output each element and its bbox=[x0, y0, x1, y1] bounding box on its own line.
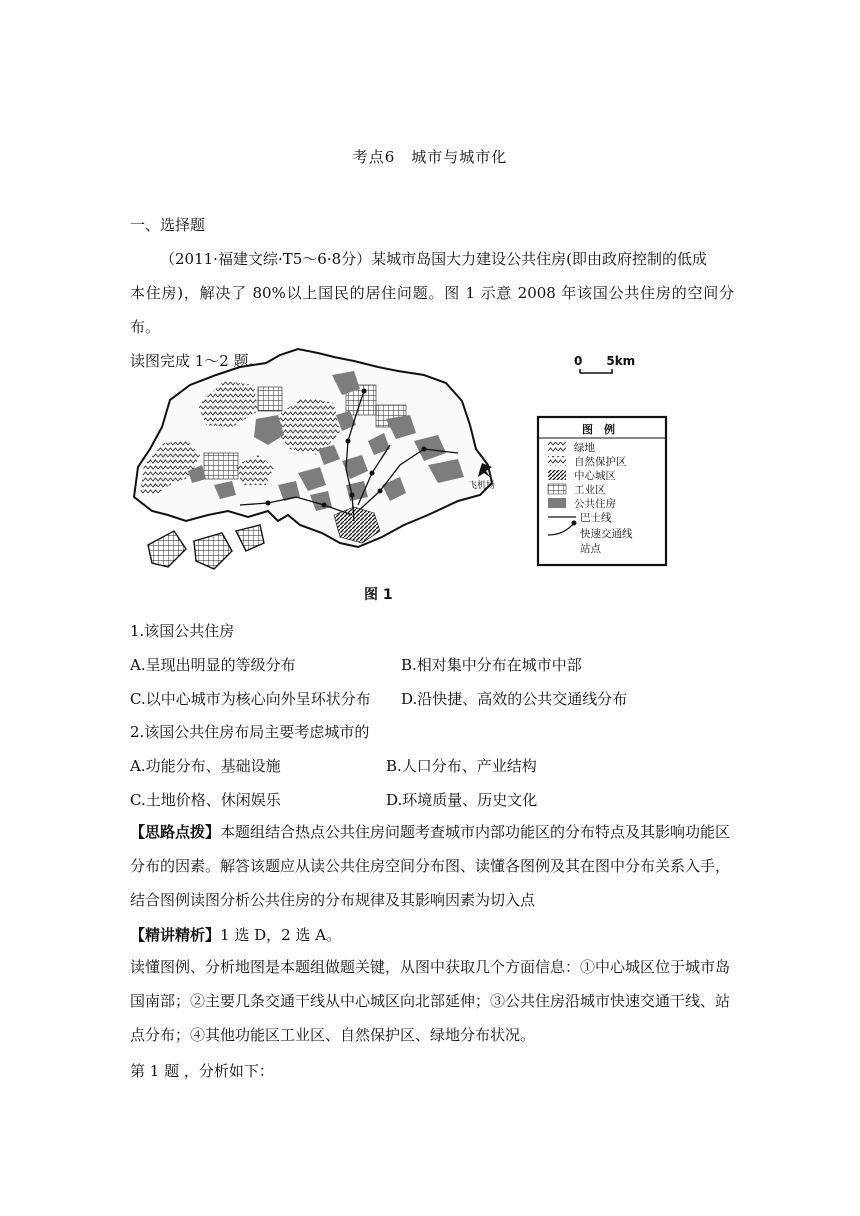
legend-item-4: 公共住房 bbox=[574, 498, 616, 510]
legend-item-6: 快速交通线 bbox=[580, 528, 633, 540]
q1-stem: 1.该国公共住房 bbox=[130, 622, 235, 640]
legend-swatch-reserve bbox=[548, 456, 566, 466]
analysis-line-1: 读懂图例、分析地图是本题组做题关键，从图中获取几个方面信息：①中心城区位于城市岛 bbox=[130, 958, 731, 976]
legend-item-3: 工业区 bbox=[574, 484, 606, 496]
q2-option-c: C.土地价格、休闲娱乐 bbox=[130, 791, 281, 809]
hint-line-2: 分布的因素。解答该题应从读公共住房空间分布图、读懂各图例及其在图中分布关系入手， bbox=[130, 857, 731, 875]
q2-option-b: B.人口分布、产业结构 bbox=[386, 757, 537, 775]
map-figure bbox=[128, 345, 688, 585]
legend-item-0: 绿地 bbox=[574, 442, 595, 454]
section-heading: 一、选择题 bbox=[130, 216, 206, 234]
q2-option-d: D.环境质量、历史文化 bbox=[386, 791, 538, 809]
legend-swatch-industrial bbox=[548, 484, 566, 494]
analysis-closing: 第 1 题 ，分析如下： bbox=[130, 1062, 274, 1080]
q1-option-a: A.呈现出明显的等级分布 bbox=[130, 656, 296, 674]
legend-item-1: 自然保护区 bbox=[574, 456, 627, 468]
hint-label: 【思路点拨】 bbox=[130, 823, 221, 841]
industrial-island-2 bbox=[194, 533, 232, 569]
legend-item-2: 中心城区 bbox=[574, 470, 616, 482]
legend-swatch-housing bbox=[548, 498, 566, 508]
q2-option-a: A.功能分布、基础设施 bbox=[130, 757, 281, 775]
q1-option-d: D.沿快捷、高效的公共交通线分布 bbox=[401, 690, 628, 708]
analysis-header bbox=[130, 924, 341, 945]
legend-item-5: 巴士线 bbox=[580, 512, 612, 524]
analysis-line-3: 点分布；④其他功能区工业区、自然保护区、绿地分布状况。 bbox=[130, 1026, 536, 1044]
intro-line-2: 本住房)，解决了 80%以上国民的居住问题。图 1 示意 2008 年该国公共住房的空间分布。 bbox=[130, 284, 734, 336]
industrial-west bbox=[204, 453, 238, 479]
airport-label: 飞机场 bbox=[468, 481, 496, 491]
hint-line-3: 结合图例读图分析公共住房的分布规律及其影响因素为切入点 bbox=[130, 891, 536, 909]
q1-option-c: C.以中心城市为核心向外呈环状分布 bbox=[130, 690, 371, 708]
legend-swatch-center bbox=[548, 470, 566, 480]
intro-line-1: （2011·福建文综·T5～6·8分）某城市岛国大力建设公共住房(即由政府控制的低成 bbox=[160, 250, 707, 268]
industrial-north bbox=[258, 387, 282, 411]
analysis-line-2: 国南部；②主要几条交通干线从中心城区向北部延伸；③公共住房沿城市快速交通干线、站 bbox=[130, 992, 731, 1010]
scale-label: 0 5km bbox=[574, 354, 636, 368]
legend-swatch-station bbox=[572, 521, 577, 526]
industrial-island-3 bbox=[236, 525, 264, 551]
hint-paragraph bbox=[130, 815, 734, 917]
intro-line-3: 读图完成 1～2 题。 bbox=[130, 352, 264, 370]
analysis-label: 【精讲精析】 bbox=[130, 926, 221, 944]
legend-item-7: 站点 bbox=[580, 543, 601, 555]
figure-caption: 图 1 bbox=[364, 587, 393, 603]
analysis-answer: 1 选 D，2 选 A。 bbox=[220, 926, 342, 944]
page-title: 考点6 城市与城市化 bbox=[352, 148, 508, 166]
legend-swatch-greenland bbox=[548, 442, 566, 452]
island-map bbox=[128, 345, 688, 585]
hint-line-1: 本题组结合热点公共住房问题考查城市内部功能区的分布特点及其影响功能区 bbox=[220, 823, 731, 841]
legend-title: 图 例 bbox=[582, 423, 615, 436]
q2-stem: 2.该国公共住房布局主要考虑城市的 bbox=[130, 723, 370, 741]
industrial-island-1 bbox=[148, 531, 186, 567]
q1-option-b: B.相对集中分布在城市中部 bbox=[401, 656, 582, 674]
scale-bar bbox=[580, 369, 612, 373]
analysis-paragraph bbox=[130, 950, 734, 1052]
